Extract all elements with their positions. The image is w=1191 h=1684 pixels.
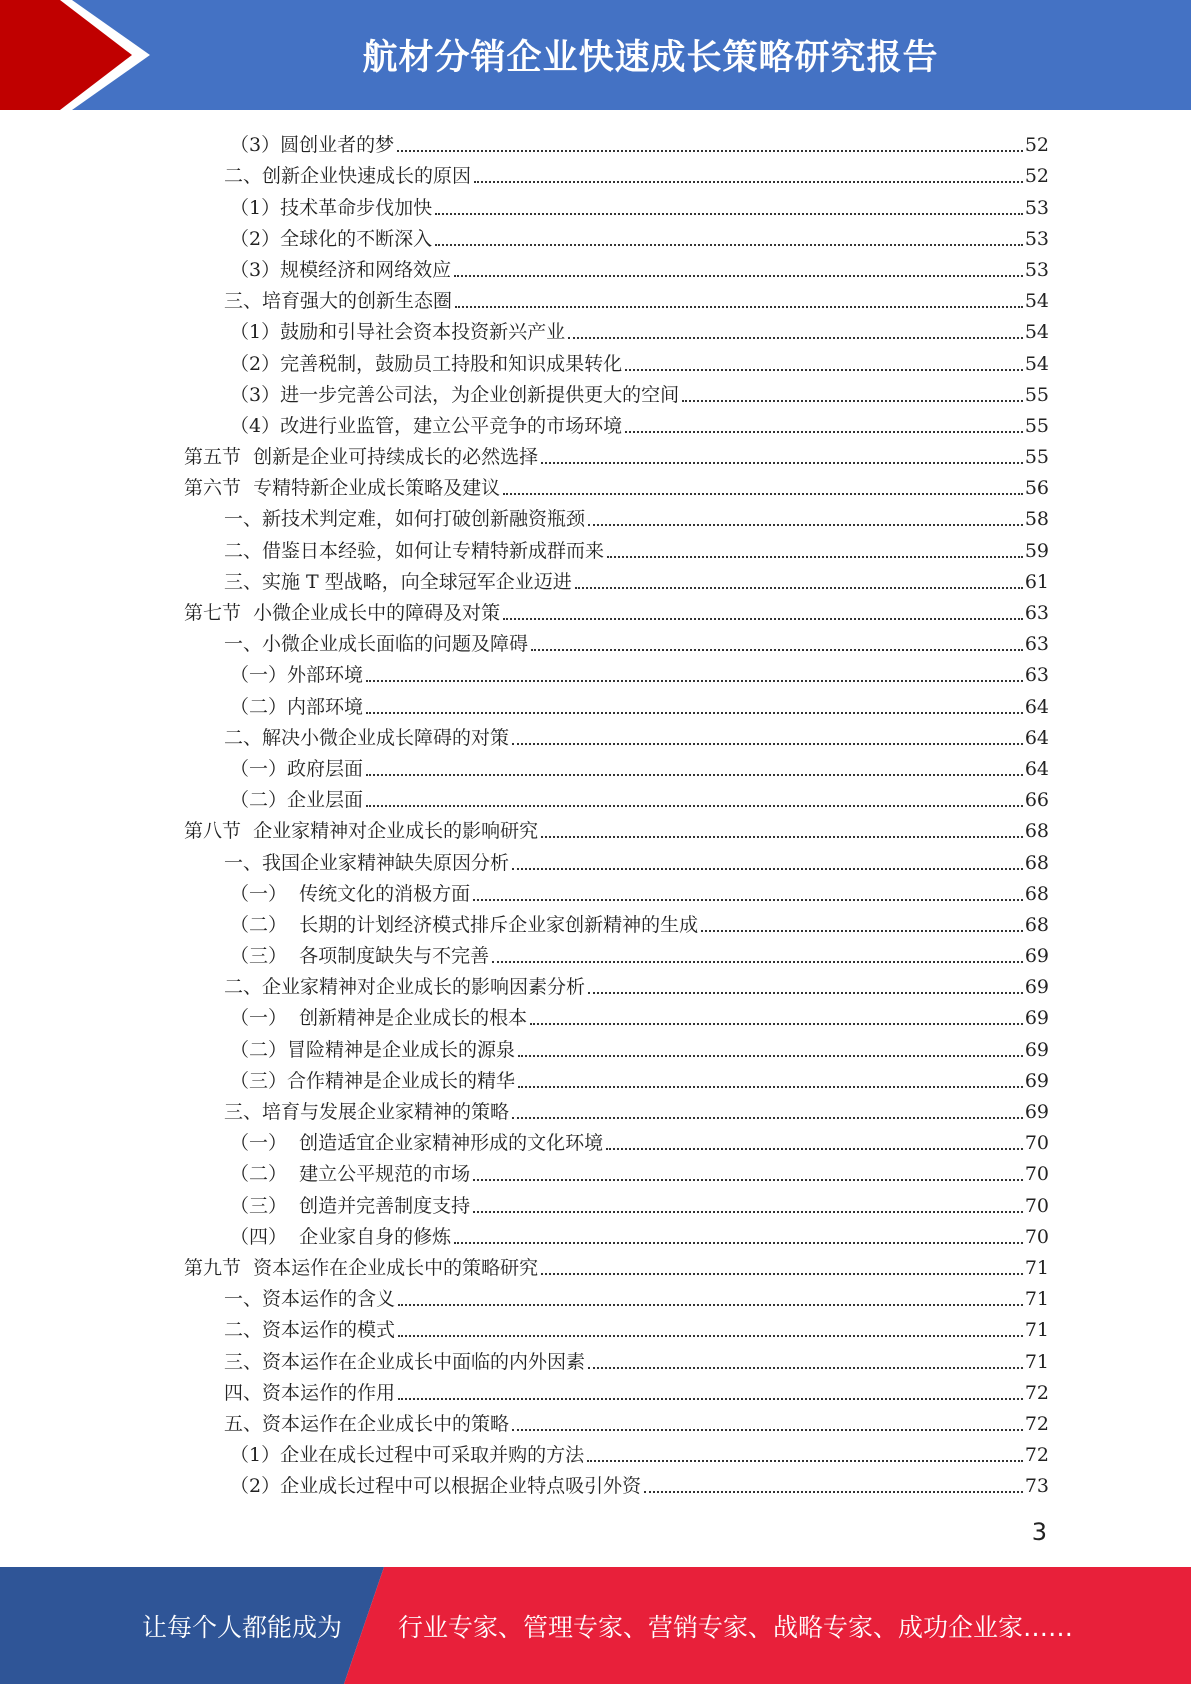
toc-entry[interactable]: [184, 876, 1049, 907]
toc-entry[interactable]: [184, 657, 1049, 688]
toc-dot-leader: [366, 712, 1023, 714]
toc-entry-page: 72: [1024, 1444, 1049, 1467]
toc-entry-title: （4）改进行业监管，建立公平竞争的市场环境: [230, 414, 623, 437]
toc-entry[interactable]: [184, 377, 1049, 408]
toc-entry-page: 56: [1024, 477, 1049, 500]
toc-dot-leader: [541, 836, 1023, 838]
toc-dot-leader: [512, 868, 1023, 870]
footer-slogan-lead: 让每个人都能成为: [142, 1612, 343, 1642]
toc-entry-title: （一） 传统文化的消极方面: [230, 882, 471, 905]
toc-entry[interactable]: [184, 1468, 1049, 1499]
toc-entry-title: 第七节 小微企业成长中的障碍及对策: [184, 602, 501, 624]
toc-entry-page: 68: [1024, 851, 1049, 874]
toc-entry-title: （3）进一步完善公司法，为企业创新提供更大的空间: [230, 383, 680, 406]
toc-dot-leader: [568, 337, 1023, 339]
toc-dot-leader: [588, 992, 1023, 994]
toc-dot-leader: [644, 1491, 1023, 1493]
toc-entry-title: （二）内部环境: [230, 695, 364, 718]
toc-entry[interactable]: [184, 252, 1049, 283]
toc-dot-leader: [366, 805, 1023, 807]
toc-dot-leader: [398, 1335, 1023, 1337]
footer-band: [0, 1567, 1191, 1684]
toc-entry-page: 52: [1024, 165, 1049, 188]
toc-entry-title: 三、资本运作在企业成长中面临的内外因素: [224, 1350, 586, 1373]
toc-entry[interactable]: [184, 782, 1049, 813]
toc-dot-leader: [531, 649, 1023, 651]
toc-entry-title: 一、资本运作的含义: [224, 1288, 396, 1311]
toc-entry-page: 64: [1024, 726, 1049, 749]
toc-entry[interactable]: [184, 751, 1049, 782]
toc-entry-title: （1）鼓励和引导社会资本投资新兴产业: [230, 321, 566, 344]
toc-dot-leader: [492, 961, 1023, 963]
toc-entry-title: （一） 创新精神是企业成长的根本: [230, 1007, 528, 1030]
toc-dot-leader: [625, 369, 1023, 371]
toc-dot-leader: [588, 524, 1023, 526]
page-number: 3: [1031, 1518, 1047, 1546]
toc-entry-page: 53: [1024, 227, 1049, 250]
toc-dot-leader: [435, 244, 1023, 246]
toc-entry-title: 三、实施 T 型战略，向全球冠军企业迈进: [224, 570, 572, 593]
toc-entry-page: 61: [1024, 570, 1049, 593]
toc-entry-title: 四、资本运作的作用: [224, 1381, 396, 1404]
toc-entry-title: 五、资本运作在企业成长中的策略: [224, 1412, 510, 1435]
toc-dot-leader: [518, 1086, 1023, 1088]
red-chevron-icon: [0, 0, 160, 110]
toc-entry[interactable]: [184, 844, 1049, 875]
toc-dot-leader: [366, 680, 1023, 682]
toc-entry-page: 72: [1024, 1381, 1049, 1404]
toc-entry-title: 二、资本运作的模式: [224, 1319, 396, 1342]
toc-entry-page: 54: [1024, 352, 1049, 375]
toc-entry-title: 第五节 创新是企业可持续成长的必然选择: [184, 446, 539, 469]
toc-dot-leader: [473, 1179, 1023, 1181]
header-band: [0, 0, 1191, 110]
toc-entry-page: 68: [1024, 913, 1049, 936]
toc-dot-leader: [512, 743, 1023, 745]
toc-dot-leader: [473, 899, 1023, 901]
toc-entry-title: 第六节 专精特新企业成长策略及建议: [184, 477, 501, 500]
toc-entry-page: 64: [1024, 695, 1049, 718]
table-of-contents: [184, 127, 1049, 1499]
toc-entry-title: 三、培育与发展企业家精神的策略: [224, 1101, 510, 1123]
toc-entry[interactable]: [184, 127, 1049, 158]
toc-dot-leader: [682, 400, 1023, 402]
toc-dot-leader: [503, 618, 1023, 620]
toc-dot-leader: [541, 462, 1023, 464]
toc-dot-leader: [625, 431, 1023, 433]
toc-dot-leader: [512, 1117, 1023, 1119]
toc-dot-leader: [587, 1460, 1023, 1462]
toc-entry-page: 70: [1024, 1132, 1049, 1155]
toc-entry-page: 55: [1024, 414, 1049, 437]
toc-entry-title: 二、解决小微企业成长障碍的对策: [224, 726, 510, 749]
toc-entry-page: 53: [1024, 258, 1049, 281]
toc-entry[interactable]: [184, 1000, 1049, 1031]
toc-entry-page: 58: [1024, 508, 1049, 531]
document-title: 航材分销企业快速成长策略研究报告: [362, 38, 939, 78]
toc-dot-leader: [455, 306, 1023, 308]
toc-entry[interactable]: [184, 1406, 1049, 1437]
toc-entry[interactable]: [184, 283, 1049, 314]
toc-entry-page: 71: [1024, 1288, 1049, 1311]
toc-entry[interactable]: [184, 1437, 1049, 1468]
toc-entry-page: 73: [1024, 1475, 1049, 1498]
toc-entry[interactable]: [184, 532, 1049, 563]
toc-entry-page: 54: [1024, 290, 1049, 313]
toc-dot-leader: [606, 1148, 1023, 1150]
toc-entry-page: 68: [1024, 882, 1049, 905]
toc-dot-leader: [575, 587, 1023, 589]
toc-entry-page: 63: [1024, 633, 1049, 656]
toc-entry-page: 52: [1024, 134, 1049, 157]
toc-entry-page: 69: [1024, 1101, 1049, 1123]
toc-entry-title: （三）合作精神是企业成长的精华: [230, 1069, 516, 1092]
toc-dot-leader: [503, 493, 1023, 495]
toc-entry[interactable]: [184, 439, 1049, 470]
toc-entry-page: 72: [1024, 1412, 1049, 1435]
toc-entry-page: 55: [1024, 383, 1049, 406]
toc-entry-page: 59: [1024, 539, 1049, 562]
toc-entry-page: 53: [1024, 196, 1049, 219]
toc-entry-title: （1）企业在成长过程中可采取并购的方法: [230, 1444, 585, 1467]
toc-entry[interactable]: [184, 470, 1049, 501]
toc-entry-page: 71: [1024, 1350, 1049, 1373]
toc-dot-leader: [518, 1055, 1023, 1057]
toc-entry-title: 二、借鉴日本经验，如何让专精特新成群而来: [224, 539, 605, 562]
toc-dot-leader: [398, 1304, 1023, 1306]
toc-dot-leader: [435, 213, 1023, 215]
toc-dot-leader: [541, 1273, 1023, 1275]
toc-entry[interactable]: [184, 158, 1049, 189]
toc-entry[interactable]: [184, 189, 1049, 220]
toc-entry-page: 55: [1024, 446, 1049, 469]
toc-entry[interactable]: [184, 938, 1049, 969]
toc-entry-page: 71: [1024, 1256, 1049, 1279]
toc-entry[interactable]: [184, 1375, 1049, 1406]
toc-dot-leader: [473, 1211, 1023, 1213]
toc-entry[interactable]: [184, 1343, 1049, 1374]
toc-entry[interactable]: [184, 1219, 1049, 1250]
toc-entry-title: （二） 长期的计划经济模式排斥企业家创新精神的生成: [230, 913, 699, 936]
toc-entry-page: 54: [1024, 321, 1049, 344]
toc-entry-page: 70: [1024, 1163, 1049, 1186]
toc-entry-page: 69: [1024, 945, 1049, 968]
toc-dot-leader: [607, 556, 1023, 558]
toc-entry-title: （2）企业成长过程中可以根据企业特点吸引外资: [230, 1475, 642, 1498]
toc-entry-page: 63: [1024, 664, 1049, 687]
toc-entry-page: 69: [1024, 1007, 1049, 1030]
toc-entry-title: （四） 企业家自身的修炼: [230, 1225, 452, 1248]
toc-entry-title: （三） 创造并完善制度支持: [230, 1194, 471, 1217]
toc-entry-page: 70: [1024, 1225, 1049, 1248]
toc-entry[interactable]: [184, 907, 1049, 938]
toc-entry-title: 第九节 资本运作在企业成长中的策略研究: [184, 1256, 539, 1279]
toc-dot-leader: [398, 1398, 1023, 1400]
toc-entry[interactable]: [184, 1063, 1049, 1094]
toc-entry[interactable]: [184, 813, 1049, 844]
toc-entry[interactable]: [184, 969, 1049, 1000]
toc-entry[interactable]: [184, 1094, 1049, 1125]
toc-entry-title: 第八节 企业家精神对企业成长的影响研究: [184, 820, 539, 843]
toc-entry[interactable]: [184, 1250, 1049, 1281]
toc-dot-leader: [397, 150, 1023, 152]
toc-entry-title: （2）全球化的不断深入: [230, 227, 433, 250]
toc-entry[interactable]: [184, 501, 1049, 532]
toc-dot-leader: [366, 774, 1023, 776]
toc-entry[interactable]: [184, 595, 1049, 626]
toc-entry-title: （3）规模经济和网络效应: [230, 258, 452, 281]
toc-entry-title: 一、小微企业成长面临的问题及障碍: [224, 633, 529, 656]
toc-entry-title: （2）完善税制，鼓励员工持股和知识成果转化: [230, 352, 623, 375]
toc-dot-leader: [454, 275, 1023, 277]
footer-slogan-roles: 行业专家、管理专家、营销专家、战略专家、成功企业家……: [398, 1612, 1074, 1642]
toc-entry-page: 69: [1024, 1069, 1049, 1092]
toc-entry[interactable]: [184, 1187, 1049, 1218]
toc-entry[interactable]: [184, 1281, 1049, 1312]
toc-entry-title: （一）外部环境: [230, 664, 364, 687]
toc-entry-title: 一、我国企业家精神缺失原因分析: [224, 851, 510, 874]
toc-entry-title: 二、企业家精神对企业成长的影响因素分析: [224, 976, 586, 999]
toc-dot-leader: [530, 1023, 1023, 1025]
toc-entry-page: 71: [1024, 1319, 1049, 1342]
toc-entry[interactable]: [184, 564, 1049, 595]
toc-dot-leader: [474, 181, 1023, 183]
toc-entry-title: （二） 建立公平规范的市场: [230, 1163, 471, 1186]
toc-entry[interactable]: [184, 688, 1049, 719]
toc-entry-title: （3）圆创业者的梦: [230, 134, 395, 157]
toc-entry-page: 69: [1024, 976, 1049, 999]
toc-entry[interactable]: [184, 720, 1049, 751]
toc-entry[interactable]: [184, 314, 1049, 345]
toc-entry-page: 66: [1024, 789, 1049, 812]
toc-entry-page: 69: [1024, 1038, 1049, 1061]
toc-entry[interactable]: [184, 626, 1049, 657]
toc-entry-title: （一） 创造适宜企业家精神形成的文化环境: [230, 1132, 604, 1155]
toc-dot-leader: [701, 930, 1023, 932]
toc-entry[interactable]: [184, 1125, 1049, 1156]
toc-entry-title: （三） 各项制度缺失与不完善: [230, 945, 490, 968]
toc-entry-page: 64: [1024, 757, 1049, 780]
toc-entry[interactable]: [184, 345, 1049, 376]
toc-entry-title: 二、创新企业快速成长的原因: [224, 165, 472, 188]
toc-entry[interactable]: [184, 1156, 1049, 1187]
toc-entry-title: （1）技术革命步伐加快: [230, 196, 433, 219]
toc-entry-title: 一、新技术判定难，如何打破创新融资瓶颈: [224, 508, 586, 531]
toc-entry-title: （一）政府层面: [230, 757, 364, 780]
toc-entry[interactable]: [184, 408, 1049, 439]
toc-dot-leader: [512, 1429, 1023, 1431]
toc-entry-title: （二）企业层面: [230, 789, 364, 812]
toc-entry-page: 63: [1024, 602, 1049, 624]
toc-entry[interactable]: [184, 1031, 1049, 1062]
toc-entry-title: 三、培育强大的创新生态圈: [224, 290, 453, 313]
toc-entry[interactable]: [184, 221, 1049, 252]
toc-entry-title: （二）冒险精神是企业成长的源泉: [230, 1038, 516, 1061]
toc-dot-leader: [454, 1242, 1023, 1244]
toc-entry[interactable]: [184, 1312, 1049, 1343]
toc-entry-page: 70: [1024, 1194, 1049, 1217]
toc-entry-page: 68: [1024, 820, 1049, 843]
toc-dot-leader: [588, 1367, 1023, 1369]
